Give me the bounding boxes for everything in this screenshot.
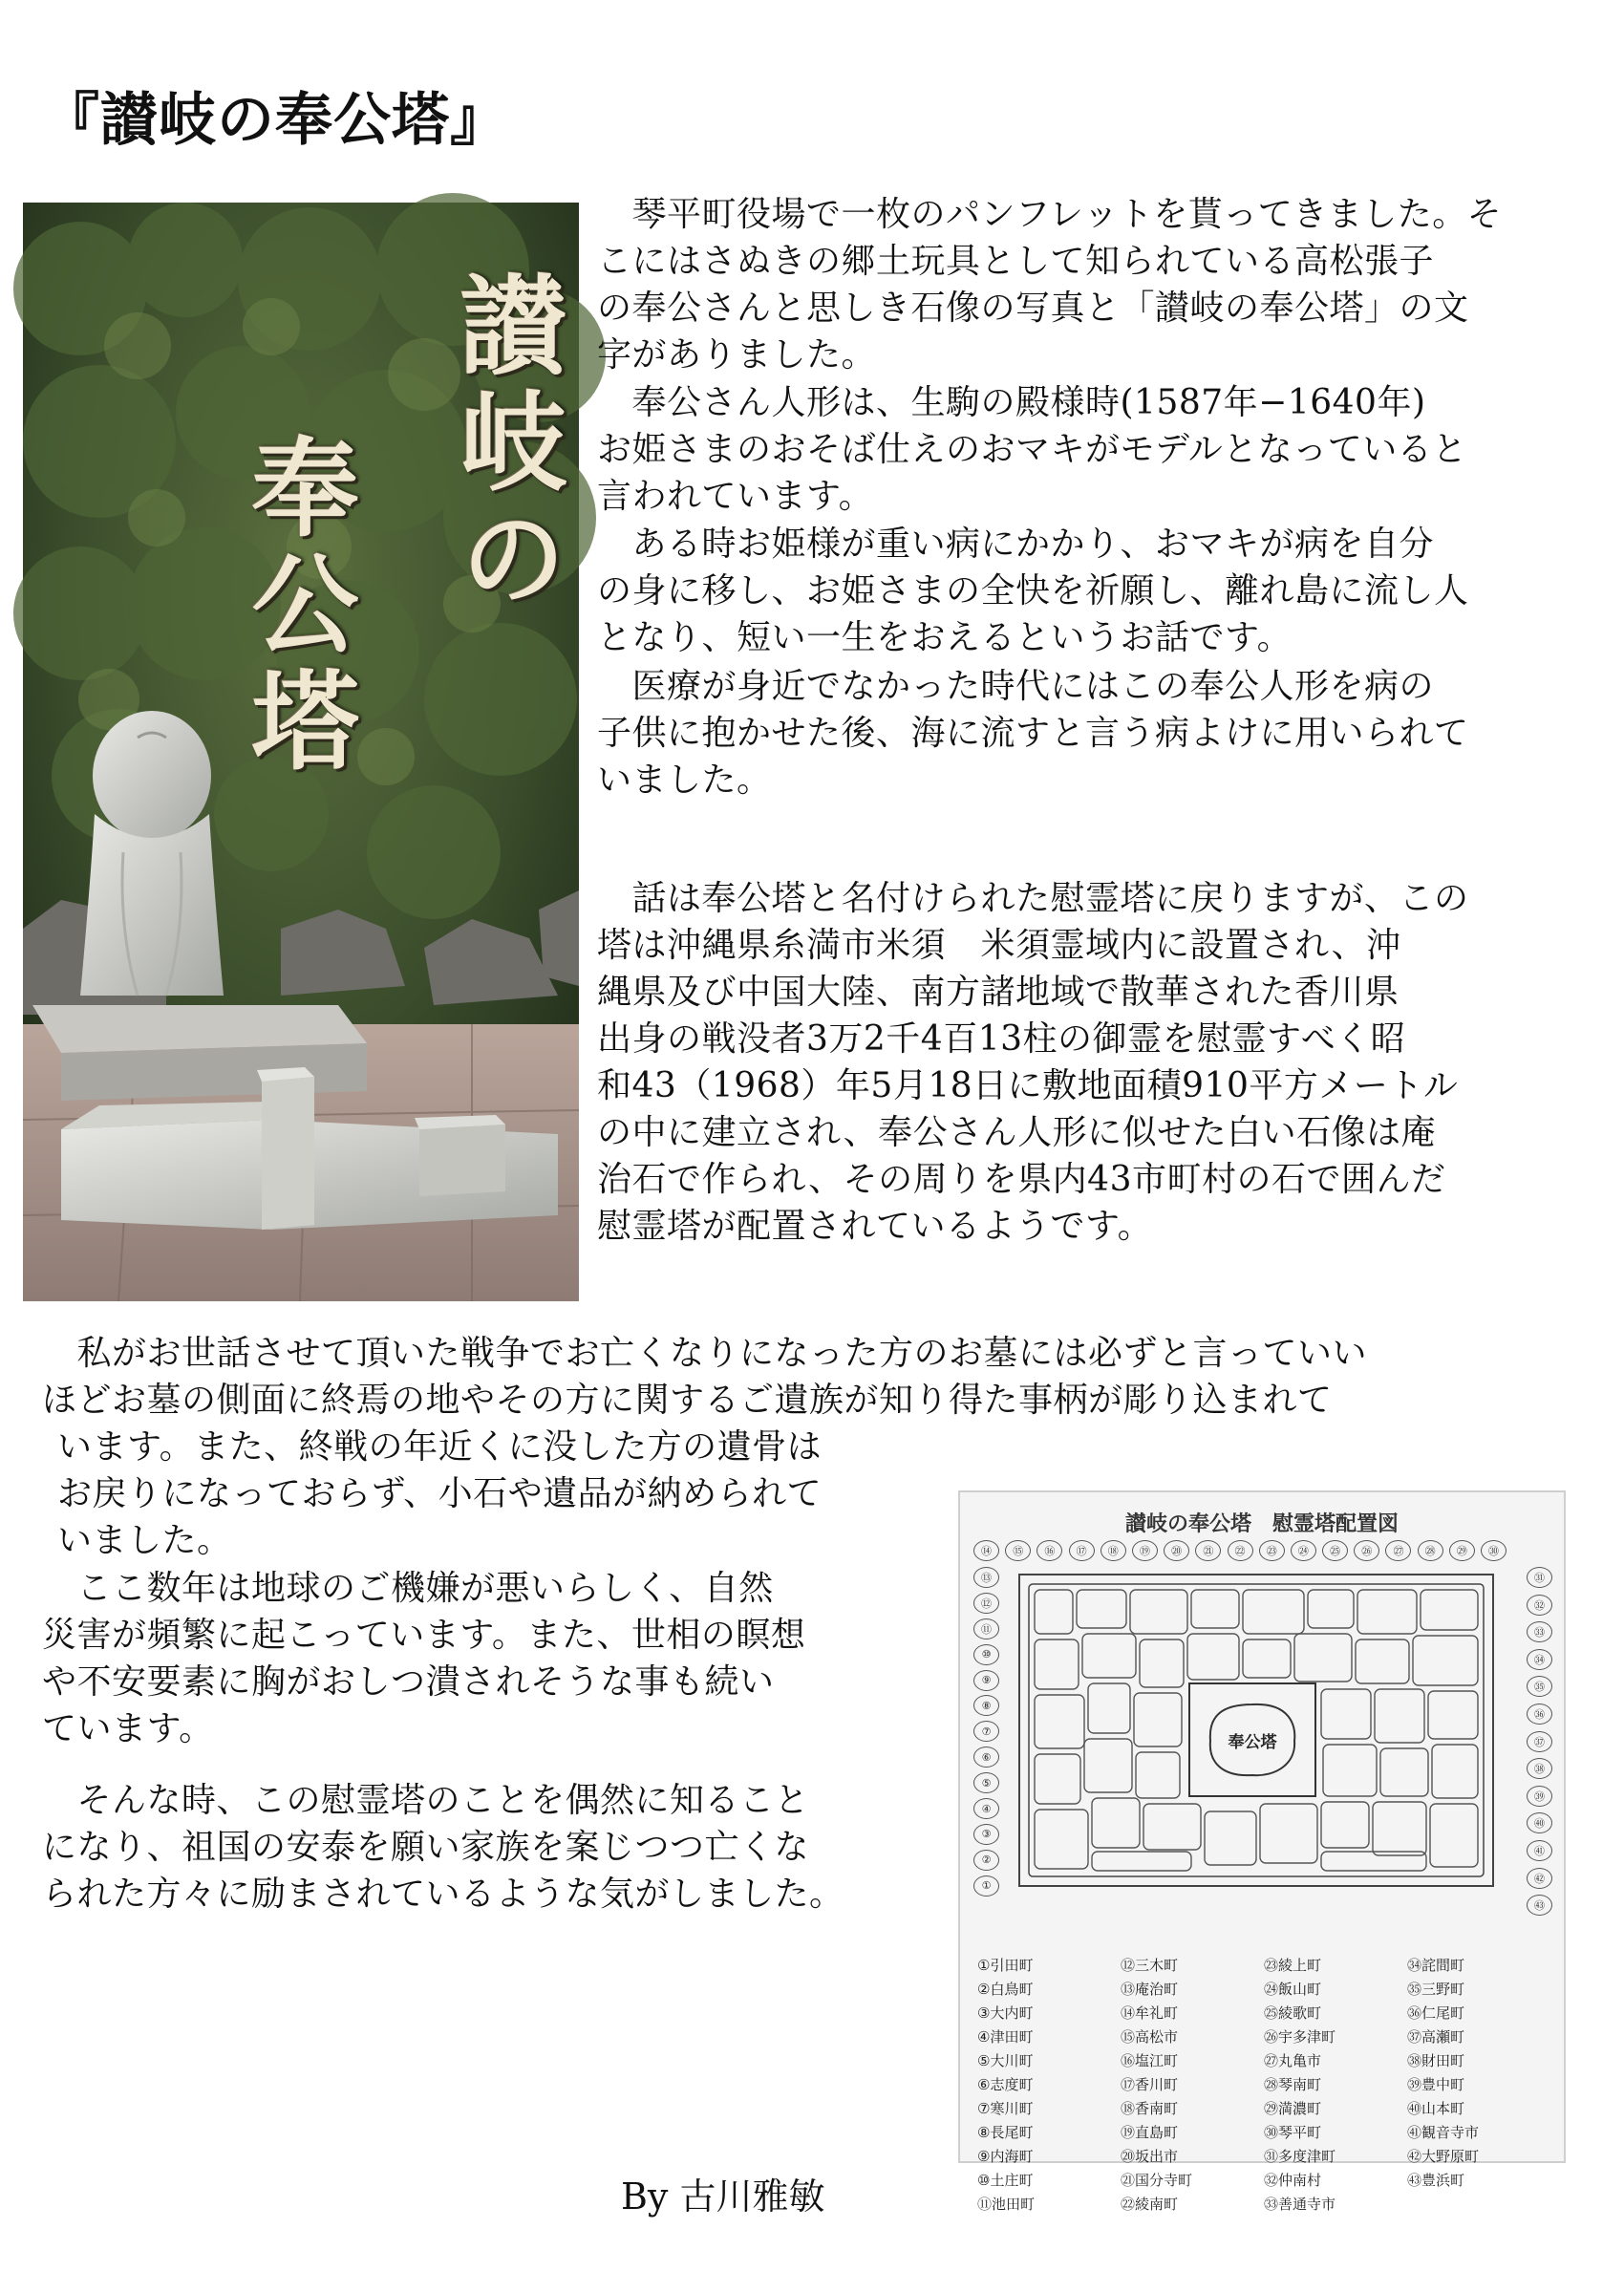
text-line: 災害が頻繁に起こっています。また、世相の瞑想	[42, 1616, 806, 1655]
stone-number-marker: ㊴	[1527, 1786, 1552, 1807]
legend-item: ⑥志度町	[977, 2076, 1034, 2093]
legend-item: ㉚琴平町	[1264, 2124, 1322, 2141]
text-line: こにはさぬきの郷土玩具として知られている高松張子	[597, 242, 1435, 281]
legend-item: ㉛多度津町	[1264, 2148, 1336, 2165]
stone-number-marker: ㉛	[1527, 1567, 1552, 1588]
stone-number-marker: ㉘	[1418, 1540, 1443, 1561]
stone-number-marker: ⑩	[973, 1644, 999, 1665]
paragraph-8	[42, 1777, 844, 1918]
text-line: ここ数年は地球のご機嫌が悪いらしく、自然	[42, 1569, 774, 1608]
text-line: られた方々に励まされているような気がしました。	[42, 1875, 844, 1914]
legend-item: ⑤大川町	[977, 2052, 1034, 2069]
text-line: 私がお世話させて頂いた戦争でお亡くなりになった方のお墓には必ずと言っていい	[42, 1334, 1368, 1373]
legend-item: ㊴豊中町	[1407, 2076, 1465, 2093]
diagram-title: 讃岐の奉公塔 慰霊塔配置図	[1124, 1512, 1399, 1536]
stone-number-marker: ㊵	[1527, 1812, 1552, 1833]
stone-number-marker: ㉗	[1385, 1540, 1411, 1561]
stone-layout-map	[1017, 1573, 1495, 1888]
text-line: の身に移し、お姫さまの全快を祈願し、離れ島に流し人	[597, 571, 1469, 611]
stone-number-marker: ⑱	[1100, 1540, 1126, 1561]
paragraph-7	[42, 1565, 805, 1752]
text-line: います。また、終戦の年近くに没した方の遺骨は	[57, 1427, 823, 1467]
stone-number-marker: ㉔	[1291, 1540, 1316, 1561]
stone-number-marker: ㉞	[1527, 1649, 1552, 1670]
paragraph-4	[597, 663, 1469, 804]
stone-number-marker: ⑥	[973, 1747, 999, 1768]
stone-number-marker: ⑲	[1132, 1540, 1158, 1561]
text-line: や不安要素に胸がおしつ潰されそうな事も続い	[42, 1662, 775, 1702]
stone-number-marker: ㊲	[1527, 1731, 1552, 1752]
stone-number-marker: ㉑	[1195, 1540, 1221, 1561]
stone-number-marker: ⑰	[1069, 1540, 1095, 1561]
legend-item: ㊵山本町	[1407, 2100, 1465, 2117]
text-line: 塔は沖縄県糸満市米須 米須霊域内に設置され、沖	[597, 926, 1401, 965]
stone-number-marker: ㊶	[1527, 1840, 1552, 1861]
paragraph-6	[42, 1330, 1367, 1424]
stone-number-marker: ㉓	[1259, 1540, 1285, 1561]
stone-number-marker: ⑫	[973, 1593, 999, 1614]
photo-caption	[234, 231, 567, 957]
legend-item	[1407, 2194, 1550, 2214]
legend-item: ⑳坂出市	[1121, 2148, 1179, 2165]
legend-item: ⑲直島町	[1121, 2124, 1179, 2141]
text-line: 医療が身近でなかった時代にはこの奉公人形を病の	[597, 667, 1435, 706]
left-number-column	[973, 1567, 999, 1901]
memorial-layout-diagram	[958, 1490, 1566, 2213]
text-line: 奉公さん人形は、生駒の殿様時(1587年−1640年)	[597, 383, 1426, 422]
legend-item: ㊳財田町	[1407, 2052, 1465, 2069]
legend-item: ⑱香南町	[1121, 2100, 1179, 2117]
legend-item: ㉑国分寺町	[1121, 2172, 1193, 2189]
stone-number-marker: ㉚	[1481, 1540, 1506, 1561]
legend-item: ⑫三木町	[1121, 1957, 1179, 1974]
stone-number-marker: ⑪	[973, 1618, 999, 1639]
text-line: いました。	[597, 761, 772, 800]
photo-caption-column-1: 讃岐の	[442, 269, 567, 619]
monument-center-label: 奉公塔	[1228, 1733, 1277, 1752]
page-title: 『讃岐の奉公塔』	[42, 87, 508, 154]
paragraph-3	[597, 521, 1469, 661]
stone-number-marker: ㉝	[1527, 1621, 1552, 1642]
stone-number-marker: ③	[973, 1824, 999, 1845]
photo-caption-column-2: 奉公塔	[234, 432, 359, 782]
stone-number-marker: ㉕	[1322, 1540, 1348, 1561]
legend-item: ㉘琴南町	[1264, 2076, 1322, 2093]
text-line: の中に建立され、奉公さん人形に似せた白い石像は庵	[597, 1113, 1437, 1152]
legend-item: ⑯塩江町	[1121, 2052, 1179, 2069]
stone-number-marker: ①	[973, 1875, 999, 1897]
legend-item: ㊷大野原町	[1407, 2148, 1480, 2165]
stone-number-marker: ㉒	[1228, 1540, 1253, 1561]
legend-item: ㊲高瀬町	[1407, 2028, 1465, 2046]
right-number-column	[1527, 1567, 1552, 1922]
text-line: 字がありました。	[597, 335, 877, 375]
legend-item: ㊱仁尾町	[1407, 2004, 1465, 2022]
stone-number-marker: ⑭	[973, 1540, 999, 1561]
text-line: お姫さまのおそば仕えのおマキがモデルとなっていると	[597, 430, 1467, 469]
legend-item: ⑨内海町	[977, 2148, 1034, 2165]
paragraph-1	[597, 191, 1502, 378]
stone-number-marker: ㉙	[1449, 1540, 1475, 1561]
text-line: になり、祖国の安泰を願い家族を案じつつ亡くな	[42, 1828, 810, 1867]
stone-number-marker: ㊸	[1527, 1895, 1552, 1916]
legend-item: ⑦寒川町	[977, 2100, 1034, 2117]
stone-number-marker: ⑯	[1036, 1540, 1062, 1561]
top-number-row	[973, 1540, 1512, 1561]
legend-item: ③大内町	[977, 2004, 1034, 2022]
paragraph-5	[597, 875, 1469, 1250]
legend-item: ⑬庵治町	[1121, 1981, 1179, 1998]
stone-number-marker: ㉜	[1527, 1595, 1552, 1616]
stone-number-marker: ㊳	[1527, 1758, 1552, 1779]
stone-number-marker: ⑨	[973, 1670, 999, 1691]
text-line: 出身の戦没者3万2千4百13柱の御霊を慰霊すべく昭	[597, 1019, 1406, 1059]
legend-item: ㉙満濃町	[1264, 2100, 1322, 2117]
text-line: となり、短い一生をおえるというお話です。	[597, 618, 1293, 657]
author-byline: By 古川雅敏	[621, 2175, 825, 2218]
legend-item: ⑮高松市	[1121, 2028, 1179, 2046]
legend-item: ㉒綾南町	[1121, 2196, 1179, 2213]
text-line: ています。	[42, 1709, 214, 1748]
legend-item: ㉝善通寺市	[1264, 2196, 1336, 2213]
stone-number-marker: ㉖	[1354, 1540, 1379, 1561]
stone-number-marker: ㉟	[1527, 1676, 1552, 1697]
text-line: お戻りになっておらず、小石や遺品が納められて	[57, 1474, 823, 1513]
stone-number-marker: ④	[973, 1798, 999, 1819]
stone-number-marker: ⑧	[973, 1695, 999, 1716]
legend-item: ㉔飯山町	[1264, 1981, 1322, 1998]
text-line: 子供に抱かせた後、海に流すと言う病よけに用いられて	[597, 714, 1469, 753]
text-line: ある時お姫様が重い病にかかり、おマキが病を自分	[597, 525, 1435, 564]
text-line: 話は奉公塔と名付けられた慰霊塔に戻りますが、この	[597, 879, 1469, 918]
municipality-legend	[977, 1955, 1550, 2214]
stone-number-marker: ⑮	[1005, 1540, 1031, 1561]
text-line: 言われています。	[597, 477, 874, 516]
stone-number-marker: ⑦	[973, 1721, 999, 1742]
legend-item: ⑪池田町	[977, 2196, 1036, 2213]
stone-number-marker: ⑤	[973, 1772, 999, 1793]
text-line: 縄県及び中国大陸、南方諸地域で散華された香川県	[597, 973, 1400, 1012]
text-line: いました。	[57, 1521, 232, 1560]
stone-number-marker: ㊱	[1527, 1704, 1552, 1725]
legend-item: ㉗丸亀市	[1264, 2052, 1322, 2069]
text-line: 慰霊塔が配置されているようです。	[597, 1207, 1153, 1246]
legend-item: ㉕綾歌町	[1264, 2004, 1322, 2022]
legend-item: ㉞詫間町	[1407, 1957, 1465, 1974]
stone-number-marker: ②	[973, 1850, 999, 1871]
legend-item: ⑭牟礼町	[1121, 2004, 1179, 2022]
stone-number-marker: ⑳	[1164, 1540, 1189, 1561]
legend-item: ④津田町	[977, 2028, 1034, 2046]
legend-item: ㉜仲南村	[1264, 2172, 1322, 2189]
text-line: そんな時、この慰霊塔のことを偶然に知ること	[42, 1781, 810, 1820]
legend-item: ㉓綾上町	[1264, 1957, 1322, 1974]
legend-item: ㊸豊浜町	[1407, 2172, 1465, 2189]
text-line: ほどお墓の側面に終焉の地やその方に関するご遺族が知り得た事柄が彫り込まれて	[42, 1381, 1333, 1420]
legend-item: ⑰香川町	[1121, 2076, 1179, 2093]
legend-item: ㊶観音寺市	[1407, 2124, 1480, 2141]
paragraph-2	[597, 379, 1467, 520]
text-line: 治石で作られ、その周りを県内43市町村の石で囲んだ	[597, 1160, 1446, 1199]
text-line: 琴平町役場で一枚のパンフレットを貰ってきました。そ	[597, 195, 1503, 234]
stone-number-marker: ㊷	[1527, 1868, 1552, 1889]
paragraph-6-continued	[57, 1424, 822, 1564]
legend-item: ①引田町	[977, 1957, 1034, 1974]
legend-item: ②白鳥町	[977, 1981, 1034, 1998]
text-line: 和43（1968）年5月18日に敷地面積910平方メートル	[597, 1066, 1459, 1105]
legend-item: ⑩土庄町	[977, 2172, 1034, 2189]
monument-photo	[23, 203, 579, 1301]
legend-item: ⑧長尾町	[977, 2124, 1034, 2141]
stone-number-marker: ⑬	[973, 1567, 999, 1588]
legend-item: ㉟三野町	[1407, 1981, 1465, 1998]
legend-item: ㉖宇多津町	[1264, 2028, 1336, 2046]
text-line: の奉公さんと思しき石像の写真と「讃岐の奉公塔」の文	[597, 289, 1469, 328]
